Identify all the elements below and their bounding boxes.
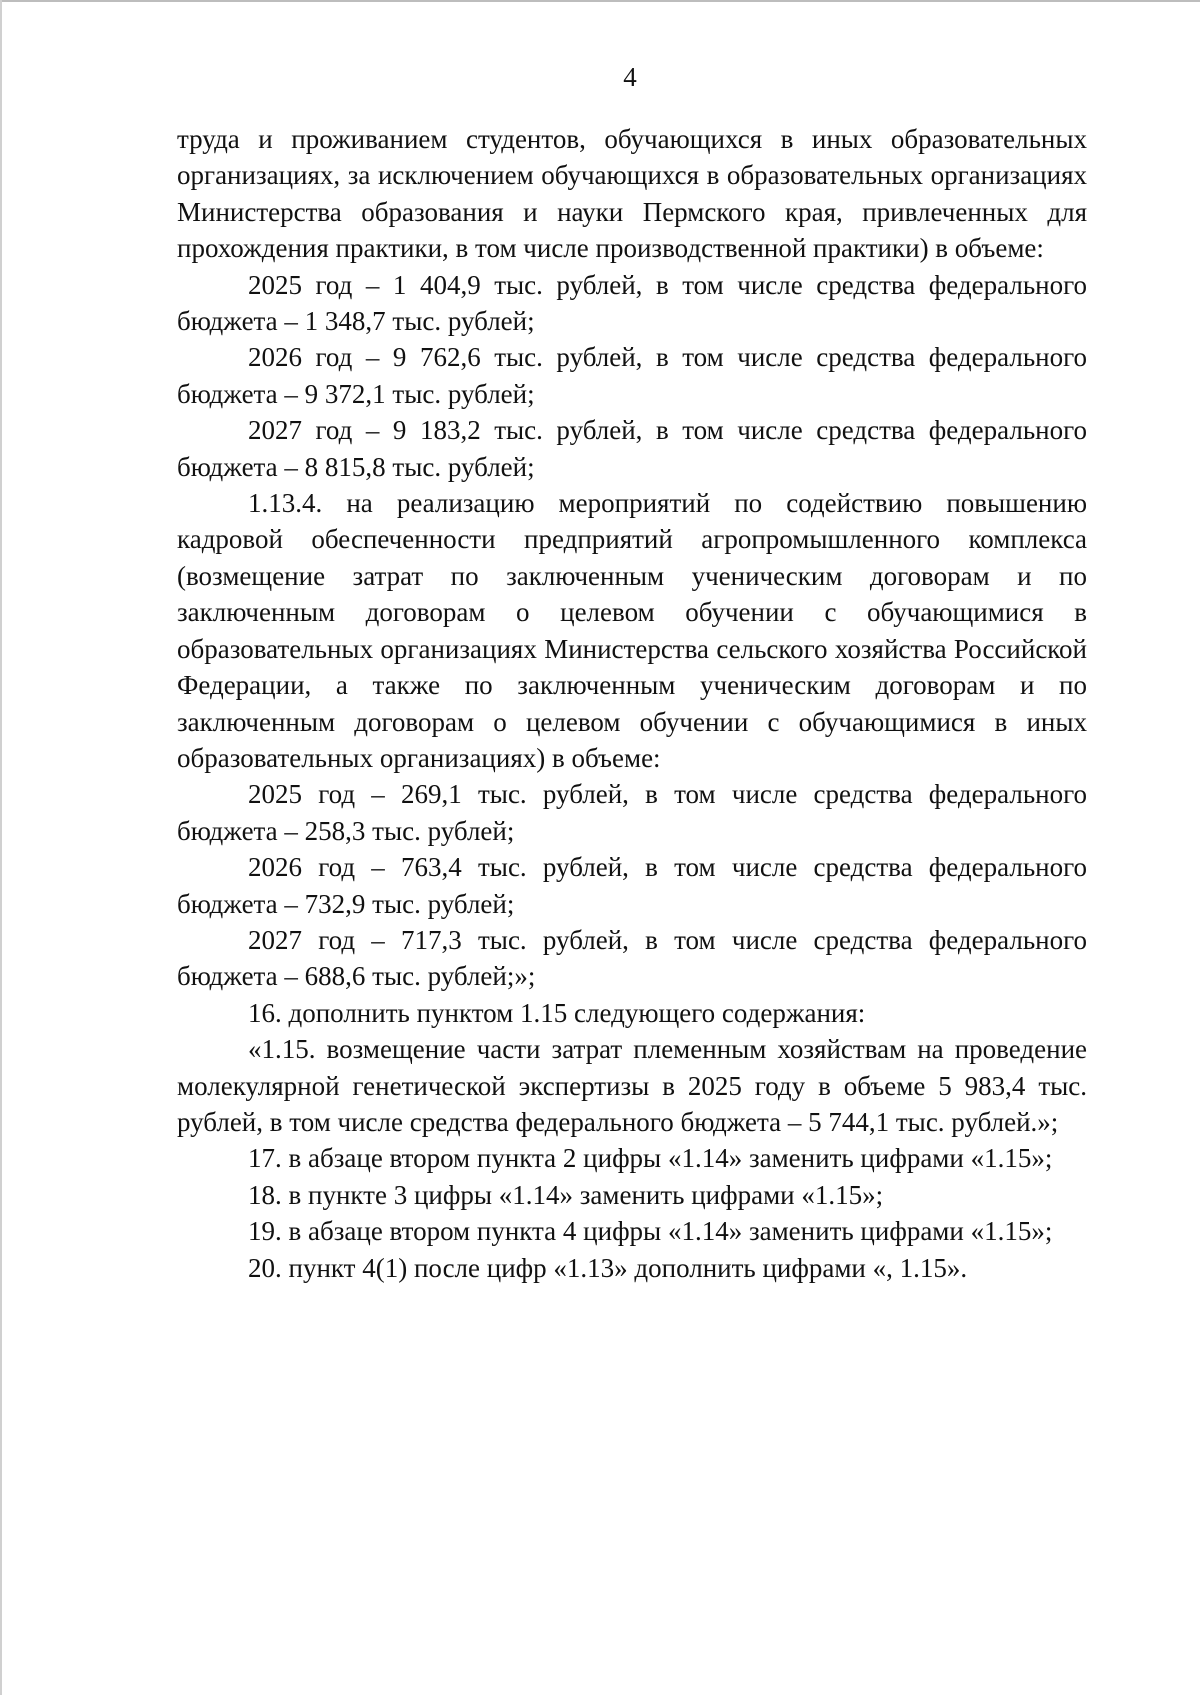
- paragraph-2025-amount: 2025 год – 1 404,9 тыс. рублей, в том числе средства федерального бюджета – 1 348,7 тыс. рублей;: [177, 269, 1087, 337]
- paragraph-2025-amount-b: 2025 год – 269,1 тыс. рублей, в том числе средства федерального бюджета – 258,3 тыс. рублей;: [177, 779, 1087, 846]
- paragraph-continuation: труда и проживанием студентов, обучающихся в иных образовательных организациях, за исключением обучающихся в образовательных организациях Министерства образования и науки Пермского края, привлеченных для прохождения практики, в том числе производственной практики) в объеме:: [177, 124, 1087, 264]
- document-body: [177, 121, 1087, 1286]
- paragraph-item-17: 17. в абзаце втором пункта 2 цифры «1.14» заменить цифрами «1.15»;: [248, 1143, 1053, 1174]
- paragraph-2027-amount-b: 2027 год – 717,3 тыс. рублей, в том числе средства федерального бюджета – 688,6 тыс. рублей;»;: [177, 924, 1087, 992]
- paragraph-item-20: 20. пункт 4(1) после цифр «1.13» дополнить цифрами «, 1.15».: [248, 1252, 968, 1283]
- page-number: 4: [623, 62, 637, 92]
- paragraph-item-18: 18. в пункте 3 цифры «1.14» заменить цифрами «1.15»;: [248, 1179, 884, 1210]
- scan-edge-left: [0, 0, 2, 1695]
- paragraph-2027-amount: 2027 год – 9 183,2 тыс. рублей, в том числе средства федерального бюджета – 8 815,8 тыс. рублей;: [177, 415, 1087, 482]
- paragraph-item-1-15: «1.15. возмещение части затрат племенным хозяйствам на проведение молекулярной генетической экспертизы в 2025 году в объеме 5 983,4 тыс. рублей, в том числе средства федерального бюджета – 5 744,1 тыс. рублей.»;: [177, 1034, 1087, 1137]
- paragraph-item-16: 16. дополнить пунктом 1.15 следующего содержания:: [248, 997, 866, 1028]
- paragraph-1-13-4: 1.13.4. на реализацию мероприятий по содействию повышению кадровой обеспеченности предприятий агропромышленного комплекса (возмещение затрат по заключенным ученическим договорам и по заключенным договорам о целевом обучении с обучающимися в образовательных организациях Министерства сельского хозяйства Российской Федерации, а также по заключенным ученическим договорам и по заключенным договорам о целевом обучении с обучающимися в иных образовательных организациях) в объеме:: [177, 488, 1087, 773]
- paragraph-item-19: 19. в абзаце втором пункта 4 цифры «1.14» заменить цифрами «1.15»;: [248, 1216, 1053, 1247]
- paragraph-2026-amount-b: 2026 год – 763,4 тыс. рублей, в том числе средства федерального бюджета – 732,9 тыс. рублей;: [177, 852, 1087, 919]
- scan-edge-top: [0, 0, 1200, 2]
- paragraph-2026-amount: 2026 год – 9 762,6 тыс. рублей, в том числе средства федерального бюджета – 9 372,1 тыс. рублей;: [177, 342, 1087, 409]
